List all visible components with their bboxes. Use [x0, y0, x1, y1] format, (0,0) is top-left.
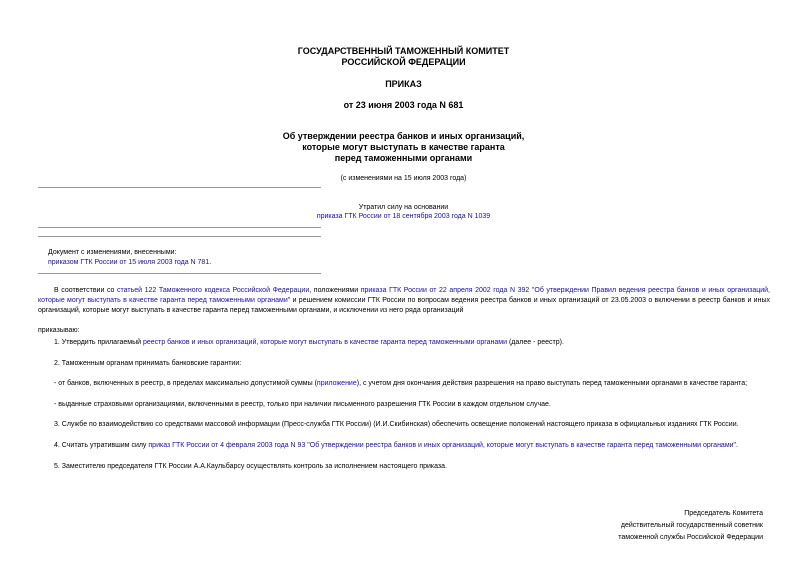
item-2b: - выданные страховыми организациями, включенными в реестр, только при наличии письменного разрешения ГТК России в каждом отдельном случае.: [54, 401, 551, 408]
lapsed-notice-line2: [0, 212, 807, 221]
preamble-text: В соответствии со: [54, 287, 118, 294]
order-392-link[interactable]: приказа ГТК России от 22 апреля 2002 года N 392 "Об утверждении Правил ведения реестра банков и иных организаций, которые могут выступать в качестве гаранта перед таможенными органами": [38, 287, 770, 304]
signature-rank-line1: действительный государственный советник: [620, 522, 763, 529]
org-name-line1: ГОСУДАРСТВЕННЫЙ ТАМОЖЕННЫЙ КОМИТЕТ: [297, 46, 510, 56]
preamble-paragraph: [38, 286, 770, 316]
item-4: [54, 441, 770, 451]
order-93-link[interactable]: приказ ГТК России от 4 февраля 2003 года N 93 "Об утверждении реестра банков и иных организаций, которые могут выступать в качестве гаранта перед таможенными органами": [148, 442, 737, 449]
item-text: (далее - реестр).: [507, 339, 564, 346]
registry-link[interactable]: реестр банков и иных организаций, которые могут выступать в качестве гаранта перед таможенными органами: [142, 339, 508, 346]
item-text: ), с учетом дня окончания действия разрешения на право выступать перед таможенными органами в качестве гаранта;: [356, 380, 748, 387]
preamble-text: , положениями: [309, 287, 361, 294]
item-5: 5. Заместителю председателя ГТК России А.А.Каульбарсу осуществлять контроль за исполнением настоящего приказа.: [54, 463, 447, 470]
amend-order-link[interactable]: приказом ГТК России от 15 июля 2003 года N 781: [48, 259, 210, 266]
preamble-text: и решением комиссии ГТК России по вопросам ведения реестра банков и иных организаций от 23.05.2003 о включении в реестр банков и иных организаций, которые могут выступать в качестве гаранта перед таможенными органами, и исключении из него ряда организаций: [38, 297, 770, 314]
divider: [38, 187, 321, 188]
org-name-line2: РОССИЙСКОЙ ФЕДЕРАЦИИ: [341, 57, 466, 67]
appendix-link[interactable]: приложение: [316, 380, 357, 387]
item-text: .: [736, 442, 738, 449]
lapsed-order-link[interactable]: приказа ГТК России от 18 сентября 2003 года N 1039: [316, 213, 491, 220]
item-2a: [54, 379, 770, 389]
item-text: 4. Считать утратившим силу: [54, 442, 149, 449]
divider: [38, 236, 321, 237]
item-3: 3. Службе по взаимодействию со средствами массовой информации (Пресс-служба ГТК России) (И.И.Скибинская) обеспечить освещение положений настоящего приказа в официальных изданиях ГТК России.: [54, 421, 739, 428]
document-title-line3: перед таможенными органами: [334, 153, 473, 163]
item-1: [54, 338, 770, 348]
item-text: 1. Утвердить прилагаемый: [54, 339, 143, 346]
amend-note-end: .: [209, 259, 212, 266]
item-text: - от банков, включенных в реестр, в пределах максимально допустимой суммы (: [54, 380, 317, 387]
amend-note: Документ с изменениями, внесенными:: [48, 249, 177, 256]
document-type: ПРИКАЗ: [385, 79, 422, 89]
divider: [38, 273, 321, 274]
lapsed-notice: Утратил силу на основании: [358, 204, 449, 211]
signature-rank-line2: таможенной службы Российской Федерации: [618, 534, 763, 541]
amend-note-line2: [48, 258, 211, 267]
changes-note: (с изменениями на 15 июля 2003 года): [340, 175, 467, 182]
document-title-line2: которые могут выступать в качестве гаранта: [302, 142, 505, 152]
signature-position: Председатель Комитета: [684, 510, 763, 517]
divider: [38, 227, 321, 228]
item-2: 2. Таможенным органам принимать банковские гарантии:: [54, 360, 242, 367]
customs-code-article-link[interactable]: статьей 122 Таможенного кодекса Российской Федерации: [117, 287, 310, 294]
document-date-number: от 23 июня 2003 года N 681: [343, 100, 464, 110]
order-word: приказываю:: [38, 327, 80, 334]
document-title-line1: Об утверждении реестра банков и иных организаций,: [282, 131, 525, 141]
